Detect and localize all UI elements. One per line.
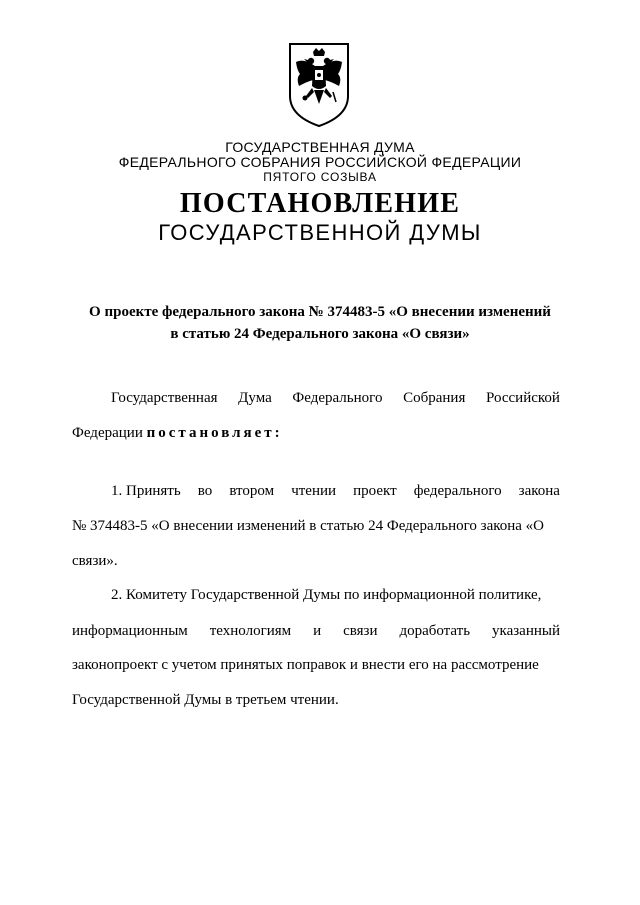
document-type-title: ПОСТАНОВЛЕНИЕ xyxy=(179,188,461,219)
convocation: ПЯТОГО СОЗЫВА xyxy=(263,170,377,184)
item-1-word: 1. Принять xyxy=(111,483,181,499)
subject-line-2: в статью 24 Федерального закона «О связи» xyxy=(170,326,470,342)
organization-name: ГОСУДАРСТВЕННАЯ ДУМА xyxy=(225,139,415,155)
item-2-word: указанный xyxy=(492,623,560,639)
russian-coat-of-arms-icon xyxy=(286,40,352,130)
item-2-word: технологиям xyxy=(209,623,292,639)
preamble-federation: Федерации xyxy=(72,425,143,441)
item-2-word: и xyxy=(313,623,322,639)
item-2-line-4: Государственной Думы в третьем чтении. xyxy=(72,692,339,708)
item-2-word: доработать xyxy=(399,623,471,639)
item-1-word: во xyxy=(197,483,213,499)
item-2-word: связи xyxy=(343,623,378,639)
item-1-word: федерального xyxy=(413,483,502,499)
preamble-word: Федерального xyxy=(292,390,383,406)
resolves-word: постановляет: xyxy=(146,425,283,441)
preamble-line-1 xyxy=(111,390,560,407)
preamble-line-2 xyxy=(72,425,283,442)
item-2-line-2 xyxy=(72,623,560,640)
item-1-word: втором xyxy=(229,483,275,499)
item-1-line-1 xyxy=(111,483,560,500)
item-2-line-1: 2. Комитету Государственной Думы по информационной политике, xyxy=(111,587,542,603)
federal-assembly-name: ФЕДЕРАЛЬНОГО СОБРАНИЯ РОССИЙСКОЙ ФЕДЕРАЦИИ xyxy=(118,154,522,170)
item-1-word: проект xyxy=(353,483,397,499)
item-2-line-3: законопроект с учетом принятых поправок и внести его на рассмотрение xyxy=(72,657,539,673)
item-1-line-3: связи». xyxy=(72,553,118,569)
preamble-word: Государственная xyxy=(111,390,218,406)
preamble-word: Собрания xyxy=(403,390,466,406)
subject-line-1: О проекте федерального закона № 374483-5 «О внесении изменений xyxy=(89,304,551,320)
preamble-word: Российской xyxy=(486,390,560,406)
document-issuer: ГОСУДАРСТВЕННОЙ ДУМЫ xyxy=(158,220,482,245)
item-1-word: закона xyxy=(518,483,560,499)
item-1-word: чтении xyxy=(291,483,337,499)
preamble-word: Дума xyxy=(238,390,272,406)
item-2-word: информационным xyxy=(72,623,188,639)
item-1-line-2: № 374483-5 «О внесении изменений в статью 24 Федерального закона «О xyxy=(72,518,545,534)
